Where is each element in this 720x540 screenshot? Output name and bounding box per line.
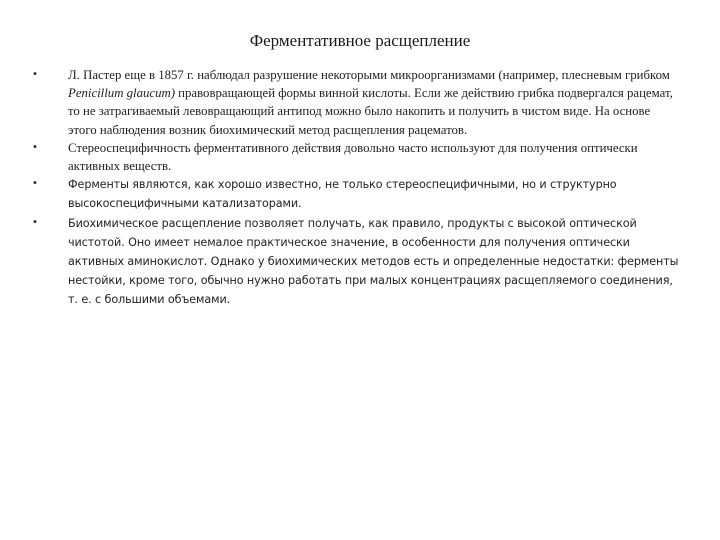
bullet-text: [68, 141, 638, 173]
bullet-dot: •: [32, 141, 38, 153]
bullet-item: [30, 175, 680, 213]
bullet-list: [30, 66, 680, 310]
bullet-text: [68, 178, 617, 210]
bullet-text: [68, 68, 673, 137]
bullet-text-segment-italic: Penicillum glaucum): [68, 86, 175, 101]
bullet-text-segment: Ферменты являются, как хорошо известно, не только стереоспецифичными, но и структурно высокоспецифичными катализаторами.: [68, 178, 617, 211]
bullet-item: [30, 66, 680, 139]
bullet-item: [30, 214, 680, 310]
bullet-text-segment: правовращающей формы винной кислоты. Если же действию грибка подвергался рацемат, то не затрагиваемый левовращающий антипод можно было накопить и получить в чистом виде. На основе этого наблюдения возник биохимический метод расщепления рацематов.: [68, 86, 673, 137]
bullet-dot: •: [32, 178, 38, 190]
bullet-text: [68, 217, 678, 307]
bullet-dot: •: [32, 216, 38, 228]
bullet-text-segment: Л. Пастер еще в 1857 г. наблюдал разрушение некоторыми микроорганизмами (например, плесневым грибком: [68, 68, 670, 82]
bullet-text-segment: Биохимическое расщепление позволяет получать, как правило, продукты с высокой оптической чистотой. Оно имеет немалое практическое значение, в особенности для получения оптически активных аминокислот. Однако у биохимических методов есть и определенные недостатки: ферменты нестойки, кроме того, обычно нужно работать при малых концентрациях расщепляемого соединения, т. е. с большими объемами.: [68, 216, 679, 307]
bullet-dot: •: [32, 69, 38, 80]
bullet-item: [30, 139, 680, 175]
bullet-text-segment: Стереоспецифичность ферментативного действия довольно часто используют для получения оптически активных веществ.: [68, 140, 638, 174]
slide-title: Ферментативное расщепление: [249, 31, 471, 50]
